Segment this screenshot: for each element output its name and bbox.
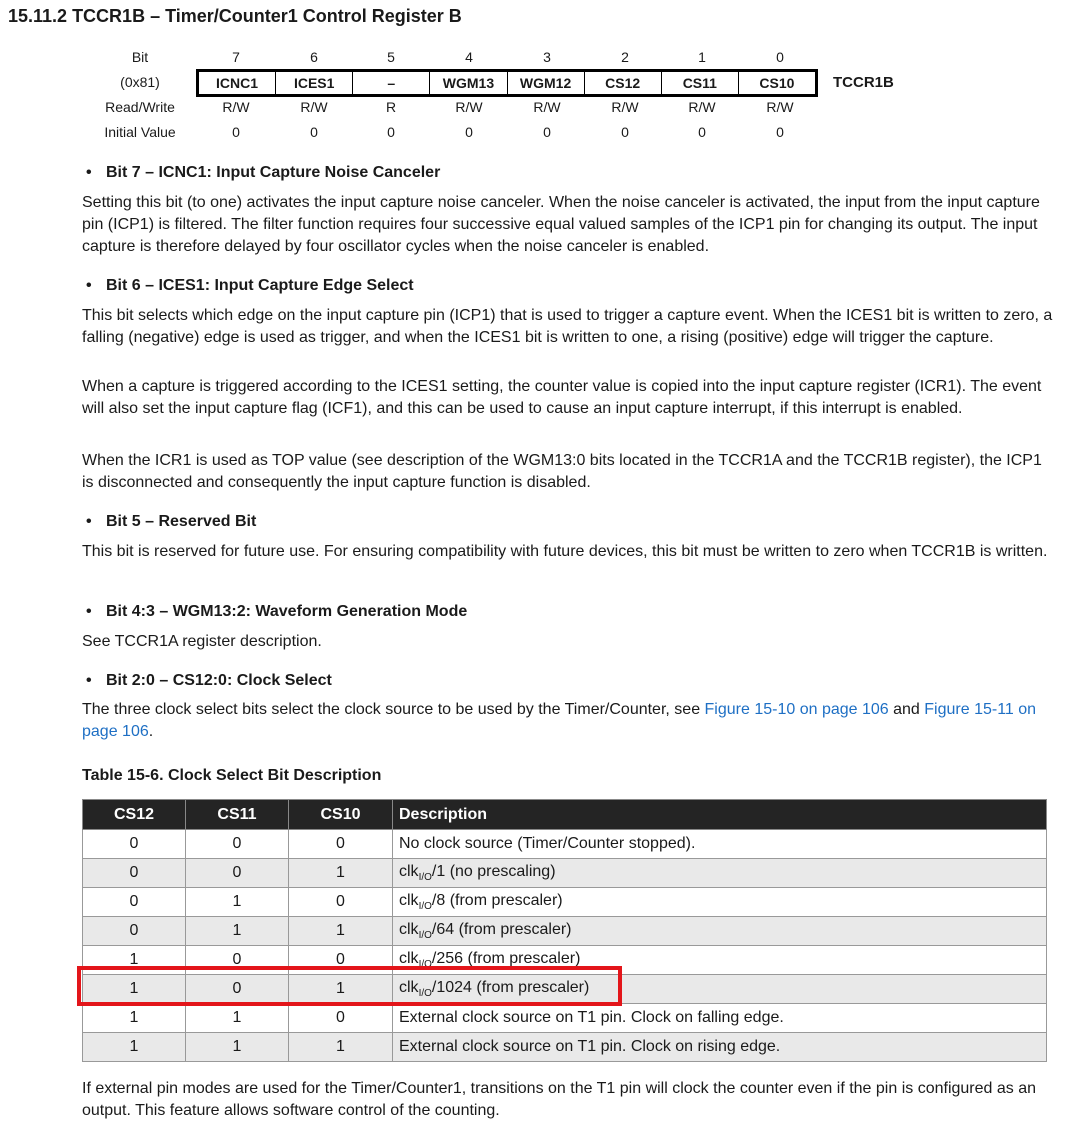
paragraph: When a capture is triggered according to the ICES1 setting, the counter value is copied into the input capture register (ICR1). The event will also set the input capture flag (ICF1), and this can be used to cause an input capture interrupt, if this interrupt is enabled. bbox=[82, 378, 1042, 417]
paragraph: This bit selects which edge on the input capture pin (ICP1) that is used to trigger a capture event. When the ICES1 bit is written to zero, a falling (negative) edge is used as trigger, and when the ICES1 bit is written to one, a rising (positive) edge will trigger the capture. bbox=[82, 307, 1053, 346]
bit-number: 4 bbox=[465, 49, 473, 65]
cs11-cell: 0 bbox=[186, 975, 289, 1004]
bit-number: 2 bbox=[621, 49, 629, 65]
page-title: 15.11.2 TCCR1B – Timer/Counter1 Control Register B bbox=[8, 6, 462, 26]
bullet-icon: • bbox=[86, 513, 92, 530]
section-text-bit6-2 bbox=[82, 376, 1057, 420]
table-row bbox=[83, 888, 1047, 917]
cs11-cell: 0 bbox=[186, 830, 289, 859]
access-value: R/W bbox=[300, 99, 328, 115]
cs11-cell: 0 bbox=[186, 859, 289, 888]
field-reserved: – bbox=[352, 72, 429, 94]
paragraph: See TCCR1A register description. bbox=[82, 633, 322, 650]
initial-value: 0 bbox=[465, 124, 473, 140]
section-heading-bit6: • Bit 6 – ICES1: Input Capture Edge Select bbox=[86, 277, 414, 294]
register-address: (0x81) bbox=[120, 74, 160, 90]
bit-number: 3 bbox=[543, 49, 551, 65]
field-cs12: CS12 bbox=[584, 72, 661, 94]
cs12-cell: 0 bbox=[83, 917, 186, 946]
cs11-cell: 0 bbox=[186, 946, 289, 975]
access-value: R bbox=[385, 99, 397, 115]
cs11-cell: 1 bbox=[186, 888, 289, 917]
description-cell: clk$_{I/O}$/64 (from prescaler) bbox=[393, 917, 1047, 946]
bit-number: 6 bbox=[310, 49, 318, 65]
initial-value: 0 bbox=[232, 124, 240, 140]
description-cell: External clock source on T1 pin. Clock on falling edge. bbox=[393, 1004, 1047, 1033]
access-value: R/W bbox=[533, 99, 561, 115]
bit-number: 5 bbox=[387, 49, 395, 65]
initial-value: 0 bbox=[387, 124, 395, 140]
cs10-cell: 0 bbox=[289, 830, 393, 859]
field-cs11: CS11 bbox=[661, 72, 738, 94]
read-write-label: Read/Write bbox=[105, 99, 175, 115]
table-row bbox=[83, 830, 1047, 859]
paragraph: When the ICR1 is used as TOP value (see description of the WGM13:0 bits located in the TCCR1A and the TCCR1B register), the ICP1 is disconnected and consequently the input capture function is disabled. bbox=[82, 452, 1042, 491]
table-row bbox=[83, 859, 1047, 888]
section-heading-bit43: • Bit 4:3 – WGM13:2: Waveform Generation Mode bbox=[86, 603, 468, 620]
initial-value: 0 bbox=[310, 124, 318, 140]
bullet-icon: • bbox=[86, 672, 92, 689]
cs10-cell: 1 bbox=[289, 859, 393, 888]
cs10-cell: 0 bbox=[289, 946, 393, 975]
register-fields bbox=[196, 69, 818, 97]
field-wgm13: WGM13 bbox=[429, 72, 506, 94]
header-cs12: CS12 bbox=[83, 800, 186, 830]
section-text-bit6 bbox=[82, 305, 1057, 349]
footer-note bbox=[82, 1078, 1057, 1122]
initial-value: 0 bbox=[776, 124, 784, 140]
cs10-cell: 0 bbox=[289, 1004, 393, 1033]
description-cell: clk$_{I/O}$/256 (from prescaler) bbox=[393, 946, 1047, 975]
cs12-cell: 1 bbox=[83, 1033, 186, 1062]
access-value: R/W bbox=[222, 99, 250, 115]
section-heading-bit5: • Bit 5 – Reserved Bit bbox=[86, 513, 257, 530]
clock-select-table bbox=[82, 799, 1047, 1062]
bullet-icon: • bbox=[86, 277, 92, 294]
section-text-bit43 bbox=[82, 631, 1057, 653]
description-cell: clk$_{I/O}$/1024 (from prescaler) bbox=[393, 975, 1047, 1004]
initial-value: 0 bbox=[698, 124, 706, 140]
cs12-cell: 0 bbox=[83, 888, 186, 917]
paragraph: The three clock select bits select the clock source to be used by the Timer/Counter, see Figure 15-10 on page 106 and Figure 15-11 on page 106. bbox=[82, 701, 1037, 740]
description-cell: No clock source (Timer/Counter stopped). bbox=[393, 830, 1047, 859]
initial-value: 0 bbox=[621, 124, 629, 140]
cs12-cell: 1 bbox=[83, 1004, 186, 1033]
section-text-bit5 bbox=[82, 541, 1057, 563]
header-description: Description bbox=[393, 800, 1047, 830]
cs12-cell: 1 bbox=[83, 975, 186, 1004]
section-heading-bit7: • Bit 7 – ICNC1: Input Capture Noise Canceler bbox=[86, 164, 441, 181]
table-caption: Table 15-6. Clock Select Bit Description bbox=[82, 767, 382, 784]
cs12-cell: 1 bbox=[83, 946, 186, 975]
figure-15-10-link[interactable]: Figure 15-10 on page 106 bbox=[704, 701, 889, 718]
cs11-cell: 1 bbox=[186, 1033, 289, 1062]
paragraph: Setting this bit (to one) activates the input capture noise canceler. When the noise canceler is activated, the input from the input capture pin (ICP1) is filtered. The filter function requires four successive equal valued samples of the ICP1 pin for changing its output. The input capture is therefore delayed by four oscillator cycles when the noise canceler is enabled. bbox=[82, 194, 1040, 255]
cs10-cell: 1 bbox=[289, 917, 393, 946]
section-heading-bit20: • Bit 2:0 – CS12:0: Clock Select bbox=[86, 672, 332, 689]
register-name: TCCR1B bbox=[833, 74, 894, 91]
description-cell: clk$_{I/O}$/1 (no prescaling) bbox=[393, 859, 1047, 888]
field-wgm12: WGM12 bbox=[507, 72, 584, 94]
access-value: R/W bbox=[455, 99, 483, 115]
table-header-row bbox=[83, 800, 1047, 830]
initial-value: 0 bbox=[543, 124, 551, 140]
access-value: R/W bbox=[766, 99, 794, 115]
description-cell: External clock source on T1 pin. Clock on rising edge. bbox=[393, 1033, 1047, 1062]
cs10-cell: 1 bbox=[289, 975, 393, 1004]
section-text-bit7 bbox=[82, 192, 1057, 258]
access-value: R/W bbox=[688, 99, 716, 115]
header-cs11: CS11 bbox=[186, 800, 289, 830]
table-row bbox=[83, 1004, 1047, 1033]
field-icnc1: ICNC1 bbox=[216, 75, 259, 91]
cs12-cell: 0 bbox=[83, 830, 186, 859]
paragraph: If external pin modes are used for the Timer/Counter1, transitions on the T1 pin will clock the counter even if the pin is configured as an output. This feature allows software control of the counting. bbox=[82, 1080, 1036, 1119]
bit-number: 1 bbox=[698, 49, 706, 65]
cs11-cell: 1 bbox=[186, 1004, 289, 1033]
bullet-icon: • bbox=[86, 603, 92, 620]
paragraph: This bit is reserved for future use. For ensuring compatibility with future devices, this bit must be written to zero when TCCR1B is written. bbox=[82, 543, 1048, 560]
section-text-bit6-3 bbox=[82, 450, 1057, 494]
field-cs10: CS10 bbox=[738, 72, 815, 94]
cs10-cell: 0 bbox=[289, 888, 393, 917]
cs11-cell: 1 bbox=[186, 917, 289, 946]
bit-number: 0 bbox=[776, 49, 784, 65]
cs10-cell: 1 bbox=[289, 1033, 393, 1062]
header-cs10: CS10 bbox=[289, 800, 393, 830]
description-cell: clk$_{I/O}$/8 (from prescaler) bbox=[393, 888, 1047, 917]
bit-label: Bit bbox=[131, 49, 149, 65]
figure-15-11-link[interactable]: Figure 15-11 on page 106 bbox=[82, 701, 1037, 740]
access-value: R/W bbox=[611, 99, 639, 115]
bullet-icon: • bbox=[86, 164, 92, 181]
bit-number: 7 bbox=[232, 49, 240, 65]
table-row bbox=[83, 917, 1047, 946]
section-text-bit20 bbox=[82, 699, 1057, 743]
table-row bbox=[83, 1033, 1047, 1062]
highlight-box bbox=[77, 966, 622, 1006]
field-ices1: ICES1 bbox=[275, 72, 352, 94]
initial-value-label: Initial Value bbox=[104, 124, 176, 140]
cs12-cell: 0 bbox=[83, 859, 186, 888]
